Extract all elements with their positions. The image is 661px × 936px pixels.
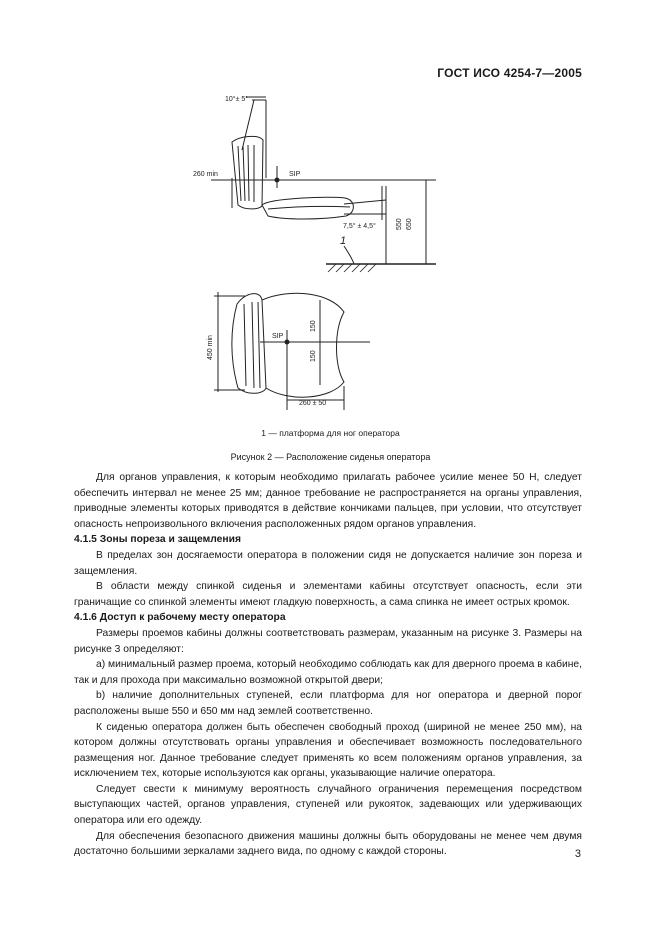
callout-leader: [344, 246, 354, 264]
body-text: [74, 470, 582, 860]
page-number: 3: [574, 848, 581, 860]
platform-hatch: [328, 264, 376, 272]
height-label-a: 550: [396, 218, 403, 230]
depth-label: 260 ± 50: [299, 400, 327, 407]
sip-label-top: SIP: [272, 333, 284, 340]
width-label: 450 min: [207, 335, 214, 360]
paragraph-mirrors: Для обеспечения безопасного движения машины должны быть оборудованы не менее чем двумя достаточно большими зеркалами заднего вида, по одному с каждой стороны.: [74, 830, 582, 858]
seat-top-view: [232, 293, 344, 397]
paragraph-free-passage: К сиденью оператора должен быть обеспечен свободный проход (шириной не менее 250 мм), на котором должны отсутствовать органы управления и обеспечивает возможность последовательного размещения ног. Данное требование следует применять ко всем положениям органов управления, за исключением тех, которые используются как органы, указывающие наличие оператора.: [74, 721, 582, 780]
angle-seat-label: 7,5° ± 4,5°: [343, 223, 376, 230]
paragraph-restriction: Следует свести к минимуму вероятность случайного ограничения перемещения посредством выступающих частей, органов управления, ступеней или рукояток, задевающих или удерживающих оператора или его одежду.: [74, 783, 582, 827]
height-label-b: 650: [406, 218, 413, 230]
figure-caption: Рисунок 2 — Расположение сиденья оператора: [230, 452, 431, 462]
callout-number: 1: [340, 235, 347, 247]
sip-point-side: [275, 178, 280, 183]
sip-point-top: [285, 340, 290, 345]
seat-diagram: [0, 0, 661, 460]
list-item-b: b) наличие дополнительных ступеней, если платформа для ног оператора и дверной порог расположены выше 550 и 650 мм над землей соответственно.: [74, 690, 582, 717]
list-item-a: а) минимальный размер проема, который необходимо соблюдать как для дверного проема в кабине, так и для прохода при максимально возможной открытой двери;: [74, 659, 582, 686]
half-width-upper: 150: [310, 320, 317, 332]
backrest-side: [232, 136, 263, 209]
paragraph-cab-openings: Размеры проемов кабины должны соответствовать размерам, указанным на рисунке 3. Размеры на рисунке 3 определяют:: [74, 627, 582, 655]
angle-back-label: 10°± 5°: [225, 96, 249, 103]
back-angle-line: [242, 100, 254, 150]
half-width-lower: 150: [310, 350, 317, 362]
sip-label-side: SIP: [289, 171, 301, 178]
heading-4-1-5: 4.1.5 Зоны пореза и защемления: [74, 534, 241, 546]
paragraph-backrest: В области между спинкой сиденья и элементами кабины отсутствует опасность, если эти граничащие со спинкой элементы имеют гладкую поверхность, а сама спинка не имеет острых кромок.: [74, 581, 582, 608]
back-height-label: 260 min: [193, 171, 218, 178]
paragraph-controls: Для органов управления, к которым необходимо прилагать рабочее усилие менее 50 Н, следует обеспечить интервал не менее 25 мм; данное требование не распространяется на органы управления, приводные элементы которых приводятся в действие кончиками пальцев, при условии, что отсутствует опасность непроизвольного включения расположенных рядом органов управления.: [74, 472, 582, 530]
figure-legend: 1 — платформа для ног оператора: [261, 428, 400, 438]
document-code: ГОСТ ИСО 4254-7—2005: [437, 66, 582, 80]
heading-4-1-6: 4.1.6 Доступ к рабочему месту оператора: [74, 612, 286, 624]
paragraph-cut-zones: В пределах зон досягаемости оператора в положении сидя не допускается наличие зон пореза и защемления.: [74, 549, 582, 577]
seat-cushion-line: [268, 206, 350, 209]
